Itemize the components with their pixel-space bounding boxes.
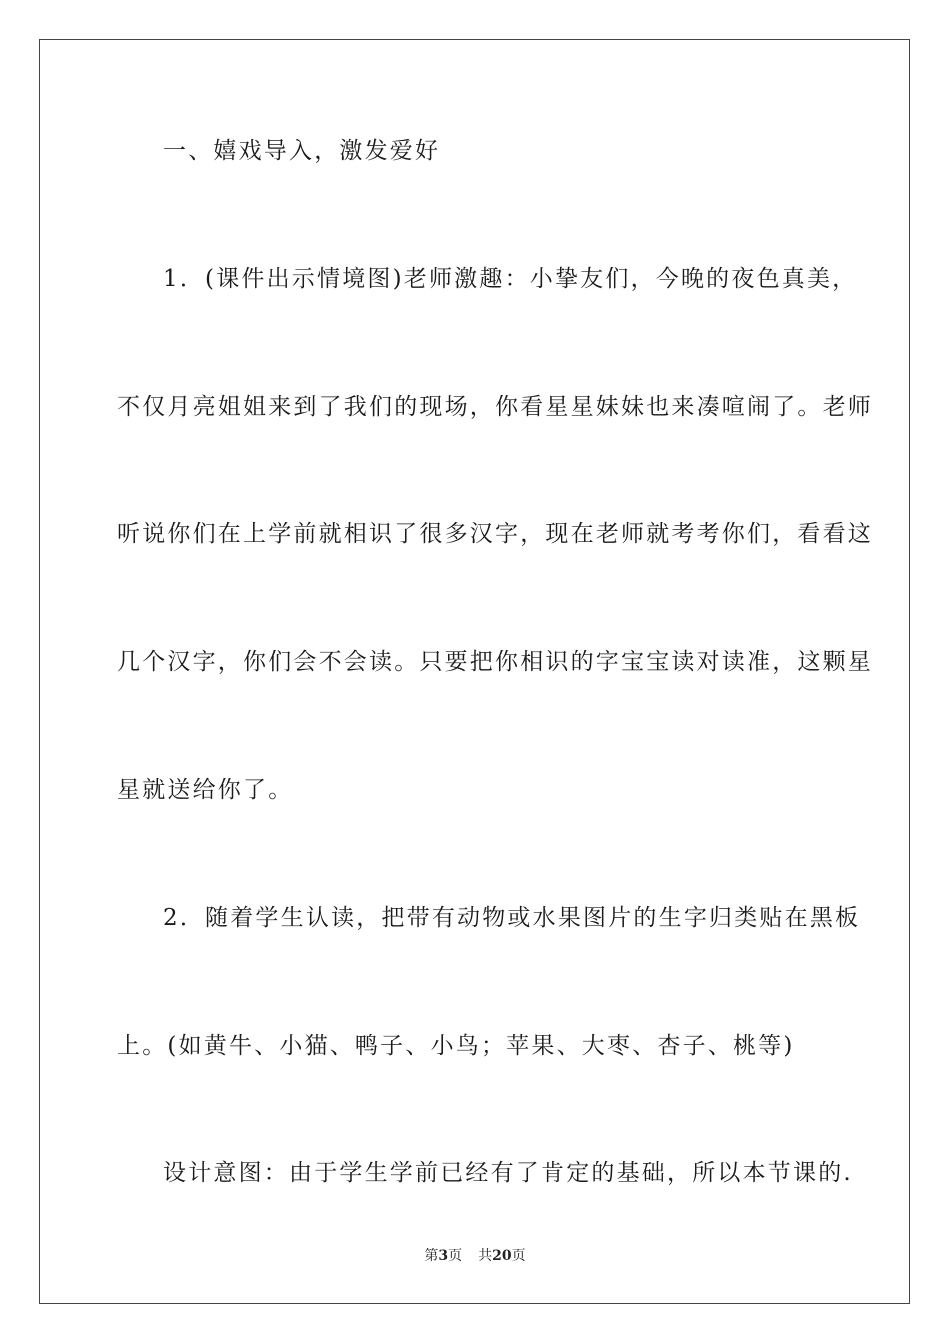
section-heading: 一、嬉戏导入，激发爱好 [163, 138, 441, 164]
footer-total-pages: 20 [492, 1248, 512, 1264]
paragraph-line: 听说你们在上学前就相识了很多汉字，现在老师就考考你们，看看这 [117, 521, 873, 547]
footer-page-prefix: 第 [424, 1248, 439, 1264]
page-footer [0, 1247, 950, 1265]
paragraph-line: 不仅月亮姐姐来到了我们的现场，你看星星妹妹也来凑喧闹了。老师 [117, 394, 873, 420]
footer-page-number: 3 [438, 1248, 449, 1264]
paragraph-line: 1．(课件出示情境图)老师激趣：小挚友们，今晚的夜色真美， [163, 266, 858, 292]
paragraph-line: 2．随着学生认读，把带有动物或水果图片的生字归类贴在黑板 [163, 905, 861, 931]
paragraph-line: 上。(如黄牛、小猫、鸭子、小鸟；苹果、大枣、杏子、桃等) [117, 1033, 795, 1059]
paragraph-line: 几个汉字，你们会不会读。只要把你相识的字宝宝读对读准，这颗星 [117, 649, 873, 675]
footer-page-suffix: 页 [448, 1248, 463, 1264]
paragraph-line: 设计意图：由于学生学前已经有了肯定的基础，所以本节课的. [163, 1160, 853, 1186]
footer-total-prefix: 共 [478, 1248, 493, 1264]
footer-total-suffix: 页 [511, 1248, 526, 1264]
paragraph-line: 星就送给你了。 [117, 777, 294, 803]
